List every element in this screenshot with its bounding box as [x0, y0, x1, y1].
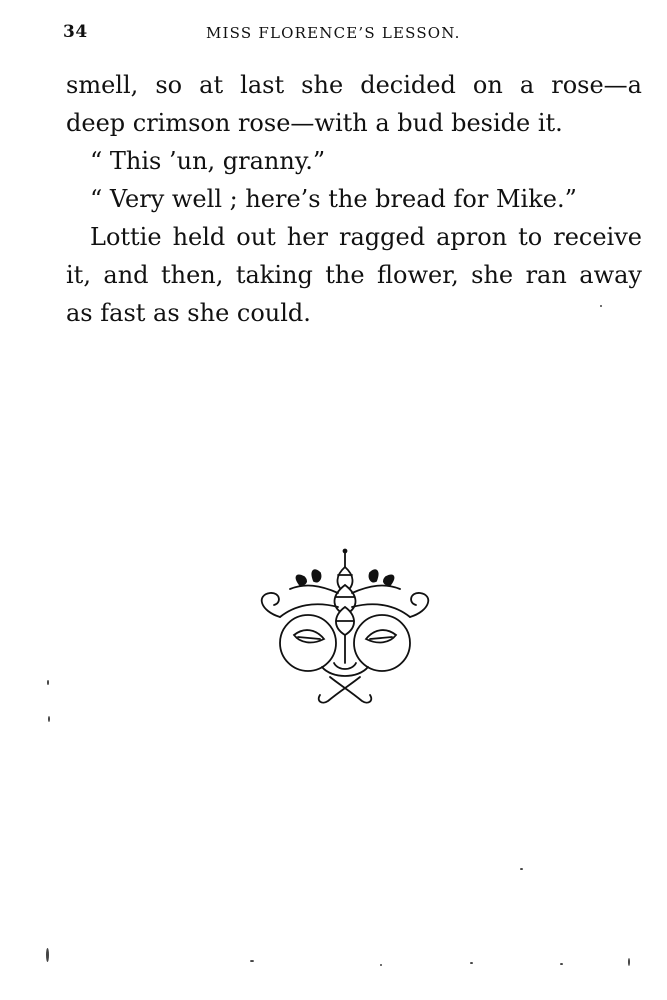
scan-speck: [47, 680, 49, 685]
scan-speck: [520, 868, 523, 870]
running-title: MISS FLORENCE’S LESSON.: [206, 24, 461, 42]
scan-speck: [600, 305, 602, 307]
page-number: 34: [63, 22, 88, 42]
text-line: as fast as she could.: [66, 299, 311, 327]
page-header: [0, 22, 667, 46]
scan-speck: [48, 716, 50, 722]
text-line: deep crimson rose—with a bud beside it.: [66, 109, 563, 137]
text-line: “ Very well ; here’s the bread for Mike.”: [90, 185, 577, 213]
body-text: [66, 66, 642, 332]
scan-speck: [250, 960, 254, 962]
floral-tailpiece-icon: [250, 545, 440, 710]
text-line: Lottie held out her ragged apron to receive: [90, 223, 642, 251]
text-line: smell, so at last she decided on a rose—a: [66, 71, 642, 99]
scan-speck: [46, 948, 49, 962]
text-line: “ This ’un, granny.”: [90, 147, 326, 175]
text-line: it, and then, taking the flower, she ran away: [66, 261, 642, 289]
scan-speck: [560, 963, 563, 965]
scan-speck: [380, 964, 382, 966]
scan-speck: [470, 962, 473, 964]
scan-speck: [628, 958, 630, 966]
